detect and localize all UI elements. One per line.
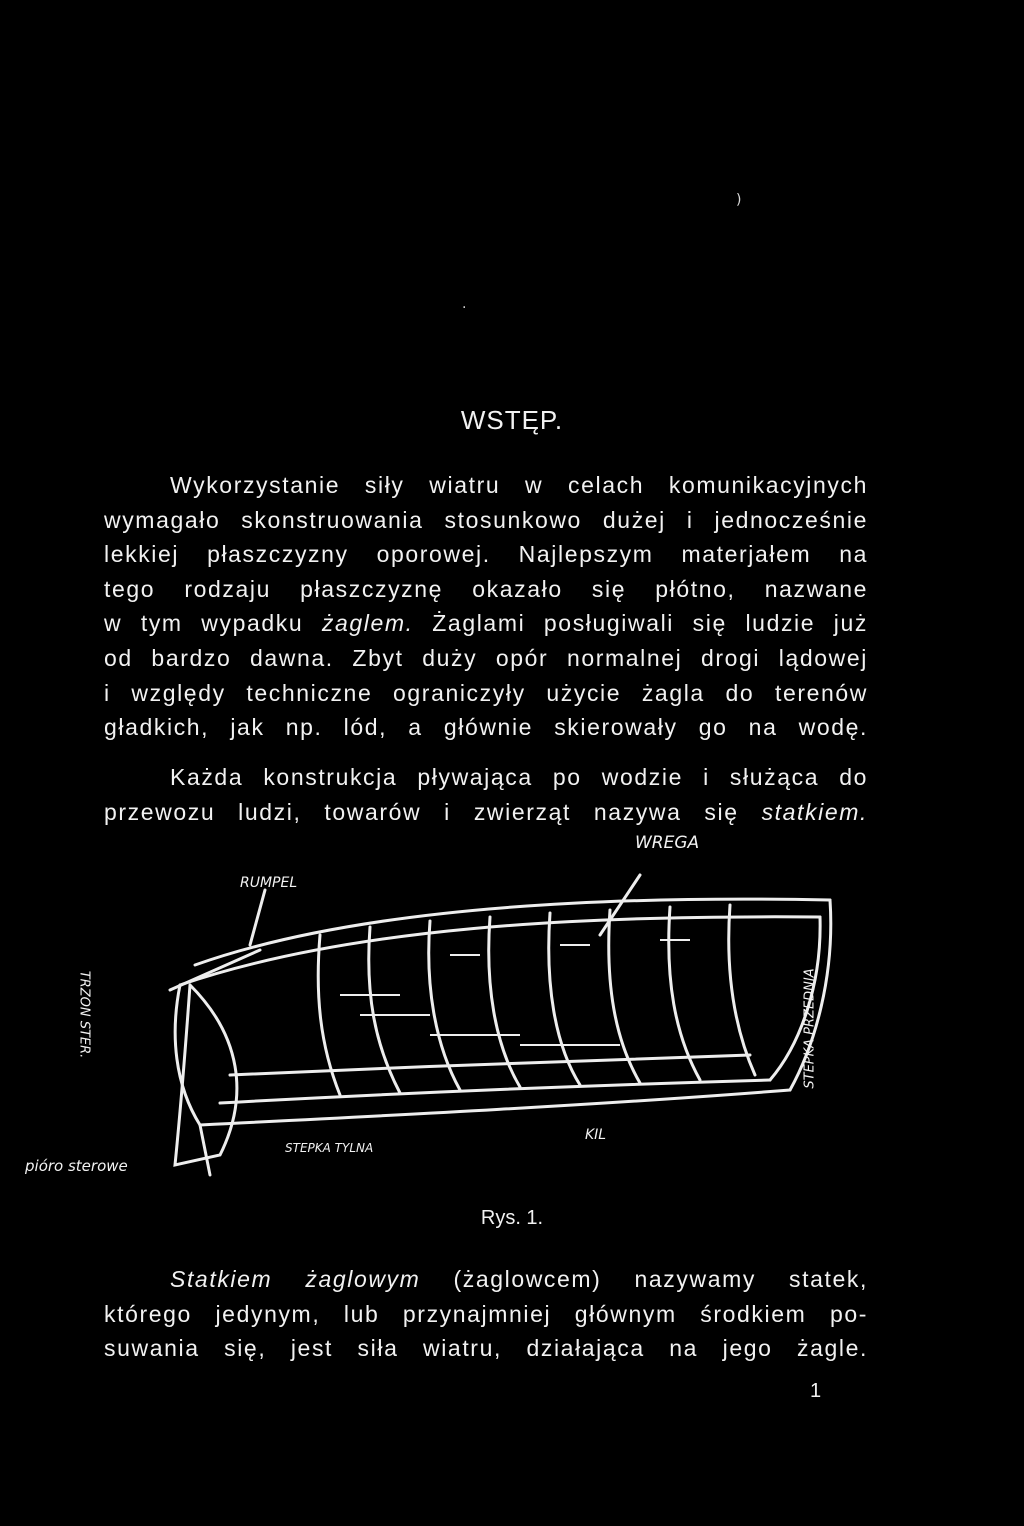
gunwale-inner [180,917,820,985]
text-line: lekkiej płaszczyzny oporowej. Najlepszym materjałem na [104,541,868,568]
text-fragment: przewozu ludzi, towarów i zwierząt nazywa się [104,798,762,825]
italic-term: statkiem. [761,798,868,825]
italic-term: Statkiem żaglowym [170,1266,421,1292]
page-number: 1 [810,1380,822,1402]
tiller [170,950,260,990]
keel-line [200,1090,790,1125]
hull-hatching [450,940,690,955]
text-line: Każda konstrukcja pływająca po wodzie i służąca do [170,764,868,790]
text-line: gładkich, jak np. lód, a głównie skierowały go na wodę. [104,714,868,741]
rib [489,917,520,1087]
rib [729,905,755,1075]
scan-speck: · [462,300,467,316]
bottom-plank [220,1080,770,1103]
scan-speck: ) [736,192,742,208]
boat-drawing [100,835,880,1195]
label-stepka-przednia: STEPKA PRZEDNIA [802,968,818,1089]
text-line: Wykorzystanie siły wiatru w celach komunikacyjnych [170,472,868,498]
italic-term: żaglem. [321,610,414,637]
rudder-blade [175,985,237,1165]
paragraph-definition [104,760,868,829]
label-pioro-sterowe: pióro sterowe [25,1157,128,1175]
rib [609,910,640,1083]
label-stepka-tylna: STEPKA TYLNA [285,1141,374,1155]
wrega-pointer [600,875,640,935]
label-kil: KIL [585,1127,607,1143]
rib [549,913,580,1085]
text-line: od bardzo dawna. Zbyt duży opór normalnej drogi lądowej [104,644,868,671]
text-line: którego jedynym, lub przynajmniej głównym środkiem po- [104,1300,868,1327]
page-heading: WSTĘP. [460,405,564,435]
text-line [104,1262,868,1297]
hull-plank [230,1055,750,1075]
text-line: tego rodzaju płaszczyznę okazało się płótno, nazwane [104,575,868,602]
paragraph-intro [104,468,868,745]
label-trzon-sterowy: TRZON STER. [76,970,92,1059]
rudder-stock [200,1125,210,1175]
figure-caption: Rys. 1. [480,1207,544,1229]
hull-hatching [340,995,620,1045]
text-fragment: Żaglami posługiwali się ludzie już [432,610,868,637]
text-line: wymagało skonstruowania stosunkowo dużej i jednocześnie [104,506,868,533]
text-fragment: w tym wypadku [104,610,322,637]
label-wrega: WREGA [635,833,700,853]
text-line [104,606,868,641]
text-line [104,795,868,830]
label-rumpel: RUMPEL [240,875,298,891]
rumpel-pointer [250,890,265,945]
text-fragment: (żaglowcem) nazywamy statek, [420,1266,868,1292]
text-line: suwania się, jest siła wiatru, działająca na jego żagle. [104,1335,868,1362]
boat-illustration [25,833,880,1195]
paragraph-sailing-ship [104,1262,868,1366]
text-line: i względy techniczne ograniczyły użycie żagla do terenów [104,679,868,706]
rib [669,907,700,1080]
